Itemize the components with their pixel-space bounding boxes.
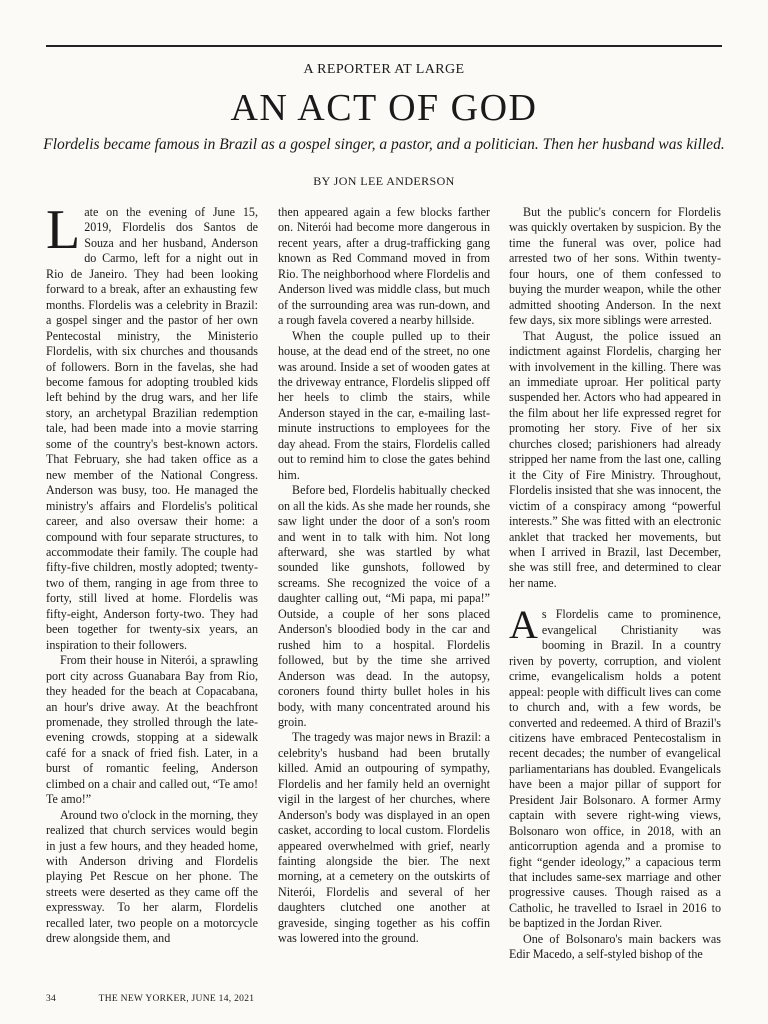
column-2 [278,205,490,947]
drop-cap: L [46,199,81,261]
byline: BY JON LEE ANDERSON [313,174,455,188]
paragraph: The tragedy was major news in Brazil: a celebrity's husband had been brutally killed. Amid an outpouring of sympathy, Flordelis and her family held an overnight vigil in the largest of her churches, where Anderson's body was displayed in an open casket, according to local custom. Flordelis appeared overwhelmed with grief, nearly fainting alongside the bier. The next morning, at a cemetery on the outskirts of Niterói, Flordelis and several of her daughters clutched one another at graveside, singing together as his coffin was lowered into the ground. [278,730,490,946]
section-break [509,591,721,607]
paragraph: Around two o'clock in the morning, they realized that church services would begin in just a few hours, and they headed home, with Anderson driving and Flordelis playing Pet Rescue on her phone. The streets were deserted as they came off the expressway. To her alarm, Flordelis recalled later, two people on a motorcycle drew alongside them, and [46,807,258,946]
drop-cap: A [509,602,538,648]
column-1 [46,199,258,947]
top-rule [46,45,722,47]
paragraph: One of Bolsonaro's main backers was Edir Macedo, a self-styled bishop of the [509,931,721,962]
paragraph: then appeared again a few blocks farther on. Niterói had become more dangerous in recent years, after a drug-trafficking gang known as Red Command moved in from Rio. The neighborhood where Flordelis and Anderson lived was middle class, but much of the surrounding area was run-down, and a rough favela covered a nearby hillside. [278,205,490,328]
section-rubric: A REPORTER AT LARGE [303,62,465,77]
paragraph: When the couple pulled up to their house, at the dead end of the street, no one was around. Inside a set of wooden gates at the driveway entrance, Flordelis slipped off her heels to climb the stairs, while Anderson stayed in the car, e-mailing last-minute instructions to employees for the day ahead. From the stairs, Flordelis called out to remind him to close the gates behind him. [278,328,490,482]
paragraph: Before bed, Flordelis habitually checked on all the kids. As she made her rounds, she saw light under the door of a son's room and went in to talk with him. Not long afterward, she was startled by what sounded like gunshots, followed by screams. She recognized the voice of a daughter calling out, “Mi papa, mi papa!” Outside, a couple of her sons placed Anderson's bloodied body in the car and rushed him to a hospital. Flordelis followed, but by the time she arrived Anderson was dead. In the autopsy, coroners found thirty bullet holes in his body, with many concentrated around his groin. [278,483,490,729]
page-number: 34 [46,994,57,1004]
headline: AN ACT OF GOD [230,87,538,129]
publication-line: THE NEW YORKER, JUNE 14, 2021 [98,994,255,1004]
paragraph: As Flordelis came to prominence, evangelical Christianity was booming in Brazil. In a country riven by poverty, corruption, and violent crime, evangelicalism holds a potent appeal: people with difficult lives can come to church and, with a few words, be converted and redeemed. A third of Brazil's citizens have embraced Pentecostalism in recent decades; the number of evangelical parliamentarians has doubled. Evangelicals have been a major pillar of support for President Jair Bolsonaro. A former Army captain with severe right-wing views, Bolsonaro won office, in 2018, with an anticorruption agenda and a promise to fight “gender ideology,” a capacious term that includes same-sex marriage and other progressive causes. Though raised as a Catholic, he travelled to Israel in 2016 to be baptized in the Jordan River. [509,602,721,931]
paragraph: Late on the evening of June 15, 2019, Flordelis dos Santos de Souza and her husband, Anderson do Carmo, left for a night out in Rio de Janeiro. They had been looking forward to a break, after an exhausting few months. Flordelis was a celebrity in Brazil: a gospel singer and the pastor of her own Pentecostal ministry, the Ministerio Flordelis, with six churches and thousands of followers. Born in the favelas, she had become famous for adopting troubled kids left behind by the drug wars, and her life story, an archetypal Brazilian redemption tale, had been made into a movie starring some of the country's best-known actors. That February, she had taken office as a new member of the National Congress. Anderson was busy, too. He managed the ministry's affairs and Flordelis's political career, and also oversaw their home: a compound with four separate structures, to accommodate their family. The couple had fifty-five children, mostly adopted; twenty-two of them, ranging in age from three to forty, still lived at home. Flordelis was fifty-eight, Anderson forty-two. They had been together for twenty-six years, an inspiration to their followers. [46,199,258,652]
paragraph: From their house in Niterói, a sprawling port city across Guanabara Bay from Rio, they headed for the beach at Copacabana, an hour's drive away. At the beachfront promenade, they strolled through the late-evening crowds, stopping at a sidewalk café for a snack of fried fish. Later, in a burst of romantic feeling, Anderson climbed on a chair and called out, “Te amo! Te amo!” [46,653,258,807]
paragraph: But the public's concern for Flordelis was quickly overtaken by suspicion. By the time the funeral was over, police had arrested two of her sons. Within twenty-four hours, one of them confessed to buying the murder weapon, while the other admitted shooting Anderson. In the next few days, six more siblings were arrested. [509,205,721,328]
paragraph: That August, the police issued an indictment against Flordelis, charging her with involvement in the killing. There was an immediate uproar. Her political party suspended her. Actors who had appeared in the film about her life expressed regret for promoting her story. Five of her six churches closed; parishioners had already stripped her name from the last one, calling it the City of Fire Ministry. Throughout, Flordelis insisted that she was innocent, the victim of a conspiracy among “powerful interests.” She was fitted with an electronic anklet that tracked her movements, but when I arrived in Brazil, last December, she was still free, and determined to clear her name. [509,328,721,590]
dek: Flordelis became famous in Brazil as a gospel singer, a pastor, and a politician. Then her husband was killed. [43,136,725,153]
folio [46,994,294,1004]
column-3 [509,205,721,963]
